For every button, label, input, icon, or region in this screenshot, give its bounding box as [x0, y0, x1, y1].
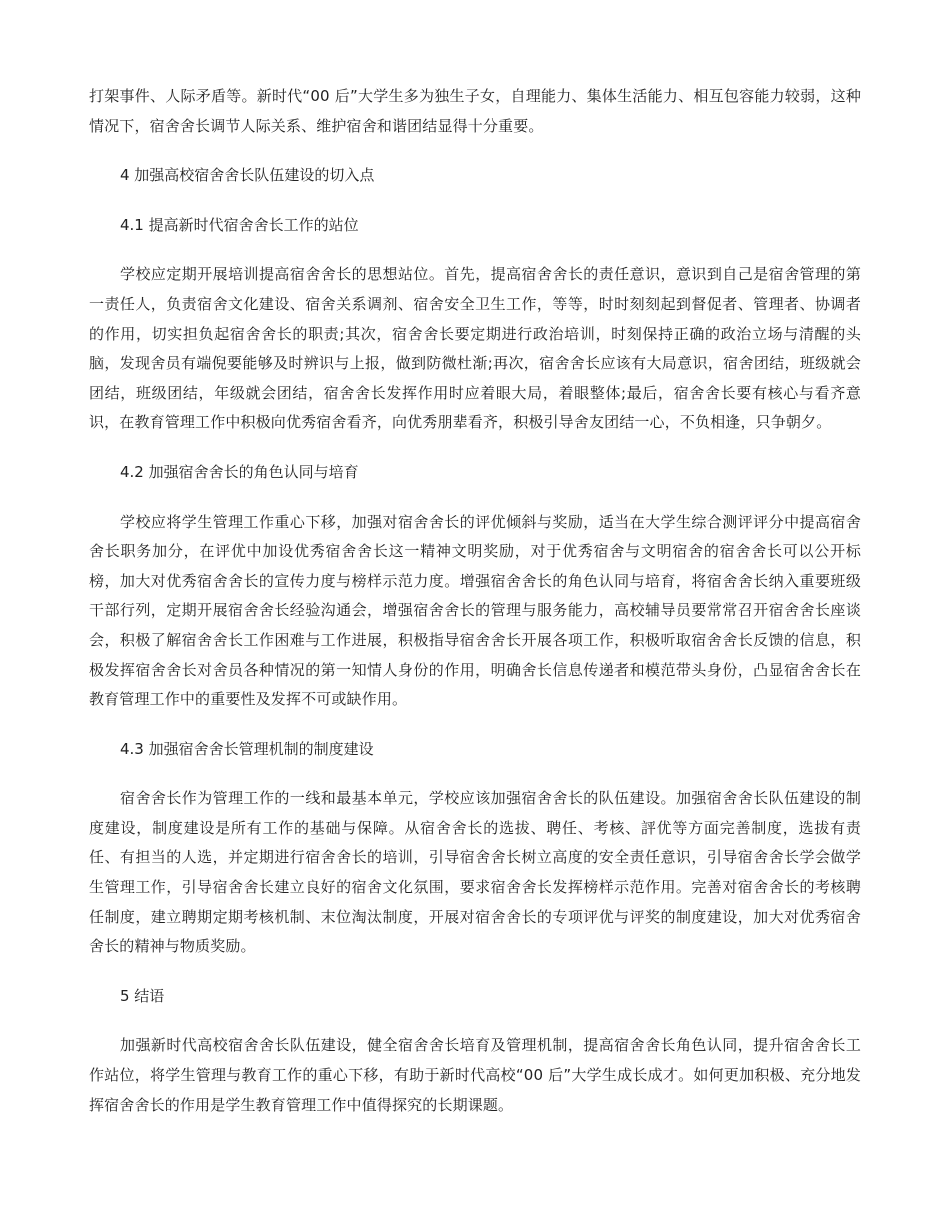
subsection-4-3-heading: 4.3 加强宿舍舍长管理机制的制度建设	[120, 739, 374, 758]
subsection-4-1-heading: 4.1 提高新时代宿舍舍长工作的站位	[120, 215, 359, 234]
document-body	[89, 82, 861, 1120]
subsection-4-3-paragraph: 宿舍舍长作为管理工作的一线和最基本单元，学校应该加强宿舍舍长的队伍建设。加强宿舍舍长队伍建设的制度建设，制度建设是所有工作的基础与保障。从宿舍舍长的选拔、聘任、考核、評优等方面完善制度，选拔有责任、有担当的人选，并定期进行宿舍舍长的培训，引导宿舍舍长树立高度的安全责任意识，引导宿舍舍长学会做学生管理工作，引导宿舍舍长建立良好的宿舍文化氛围，要求宿舍舍长发挥榜样示范作用。完善对宿舍舍长的考核聘任制度，建立聘期定期考核机制、末位淘汰制度，开展对宿舍舍长的专项评优与评奖的制度建设，加大对优秀宿舍舍长的精神与物质奖励。	[89, 789, 861, 956]
subsection-4-2-heading: 4.2 加强宿舍舍长的角色认同与培育	[120, 462, 359, 481]
intro-paragraph: 打架事件、人际矛盾等。新时代“00 后”大学生多为独生子女，自理能力、集体生活能力、相互包容能力较弱，这种情况下，宿舍舍长调节人际关系、维护宿舍和谐团结显得十分重要。	[89, 87, 861, 135]
subsection-4-2-paragraph: 学校应将学生管理工作重心下移，加强对宿舍舍长的评优倾斜与奖励，适当在大学生综合测评评分中提高宿舍舍长职务加分，在评优中加设优秀宿舍舍长这一精神文明奖励，对于优秀宿舍与文明宿舍的宿舍舍长可以公开标榜，加大对优秀宿舍舍长的宣传力度与榜样示范力度。增强宿舍舍长的角色认同与培育，将宿舍舍长纳入重要班级干部行列，定期开展宿舍舍长经验沟通会，增强宿舍舍长的管理与服务能力，高校辅导员要常常召开宿舍舍长座谈会，积极了解宿舍舍长工作困难与工作进展，积极指导宿舍舍长开展各项工作，积极听取宿舍舍长反馈的信息，积极发挥宿舍舍长对舍员各种情况的第一知情人身份的作用，明确舍长信息传递者和模范带头身份，凸显宿舍舍长在教育管理工作中的重要性及发挥不可或缺作用。	[89, 512, 861, 709]
conclusion-paragraph: 加强新时代高校宿舍舍长队伍建设，健全宿舍舍长培育及管理机制，提高宿舍舍长角色认同，提升宿舍舍长工作站位，将学生管理与教育工作的重心下移，有助于新时代高校“00 后”大学生成长成才。如何更加积极、充分地发挥宿舍舍长的作用是学生教育管理工作中值得探究的长期课题。	[89, 1036, 861, 1114]
section-4-heading: 4 加强高校宿舍舍长队伍建设的切入点	[120, 166, 375, 185]
subsection-4-1-paragraph: 学校应定期开展培训提高宿舍舍长的思想站位。首先，提高宿舍舍长的责任意识，意识到自己是宿舍管理的第一责任人，负责宿舍文化建设、宿舍关系调剂、宿舍安全卫生工作，等等，时时刻刻起到督促者、管理者、协调者的作用，切实担负起宿舍舍长的职责;其次，宿舍舍长要定期进行政治培训，时刻保持正确的政治立场与清醒的头脑，发现舍员有端倪要能够及时辨识与上报，做到防微杜渐;再次，宿舍舍长应该有大局意识，宿舍团结，班级就会团结，班级团结，年级就会团结，宿舍舍长发挥作用时应着眼大局，着眼整体;最后，宿舍舍长要有核心与看齐意识，在教育管理工作中积极向优秀宿舍看齐，向优秀朋辈看齐，积极引导舍友团结一心，不负相逢，只争朝夕。	[89, 265, 861, 432]
section-5-heading: 5 结语	[120, 986, 165, 1005]
